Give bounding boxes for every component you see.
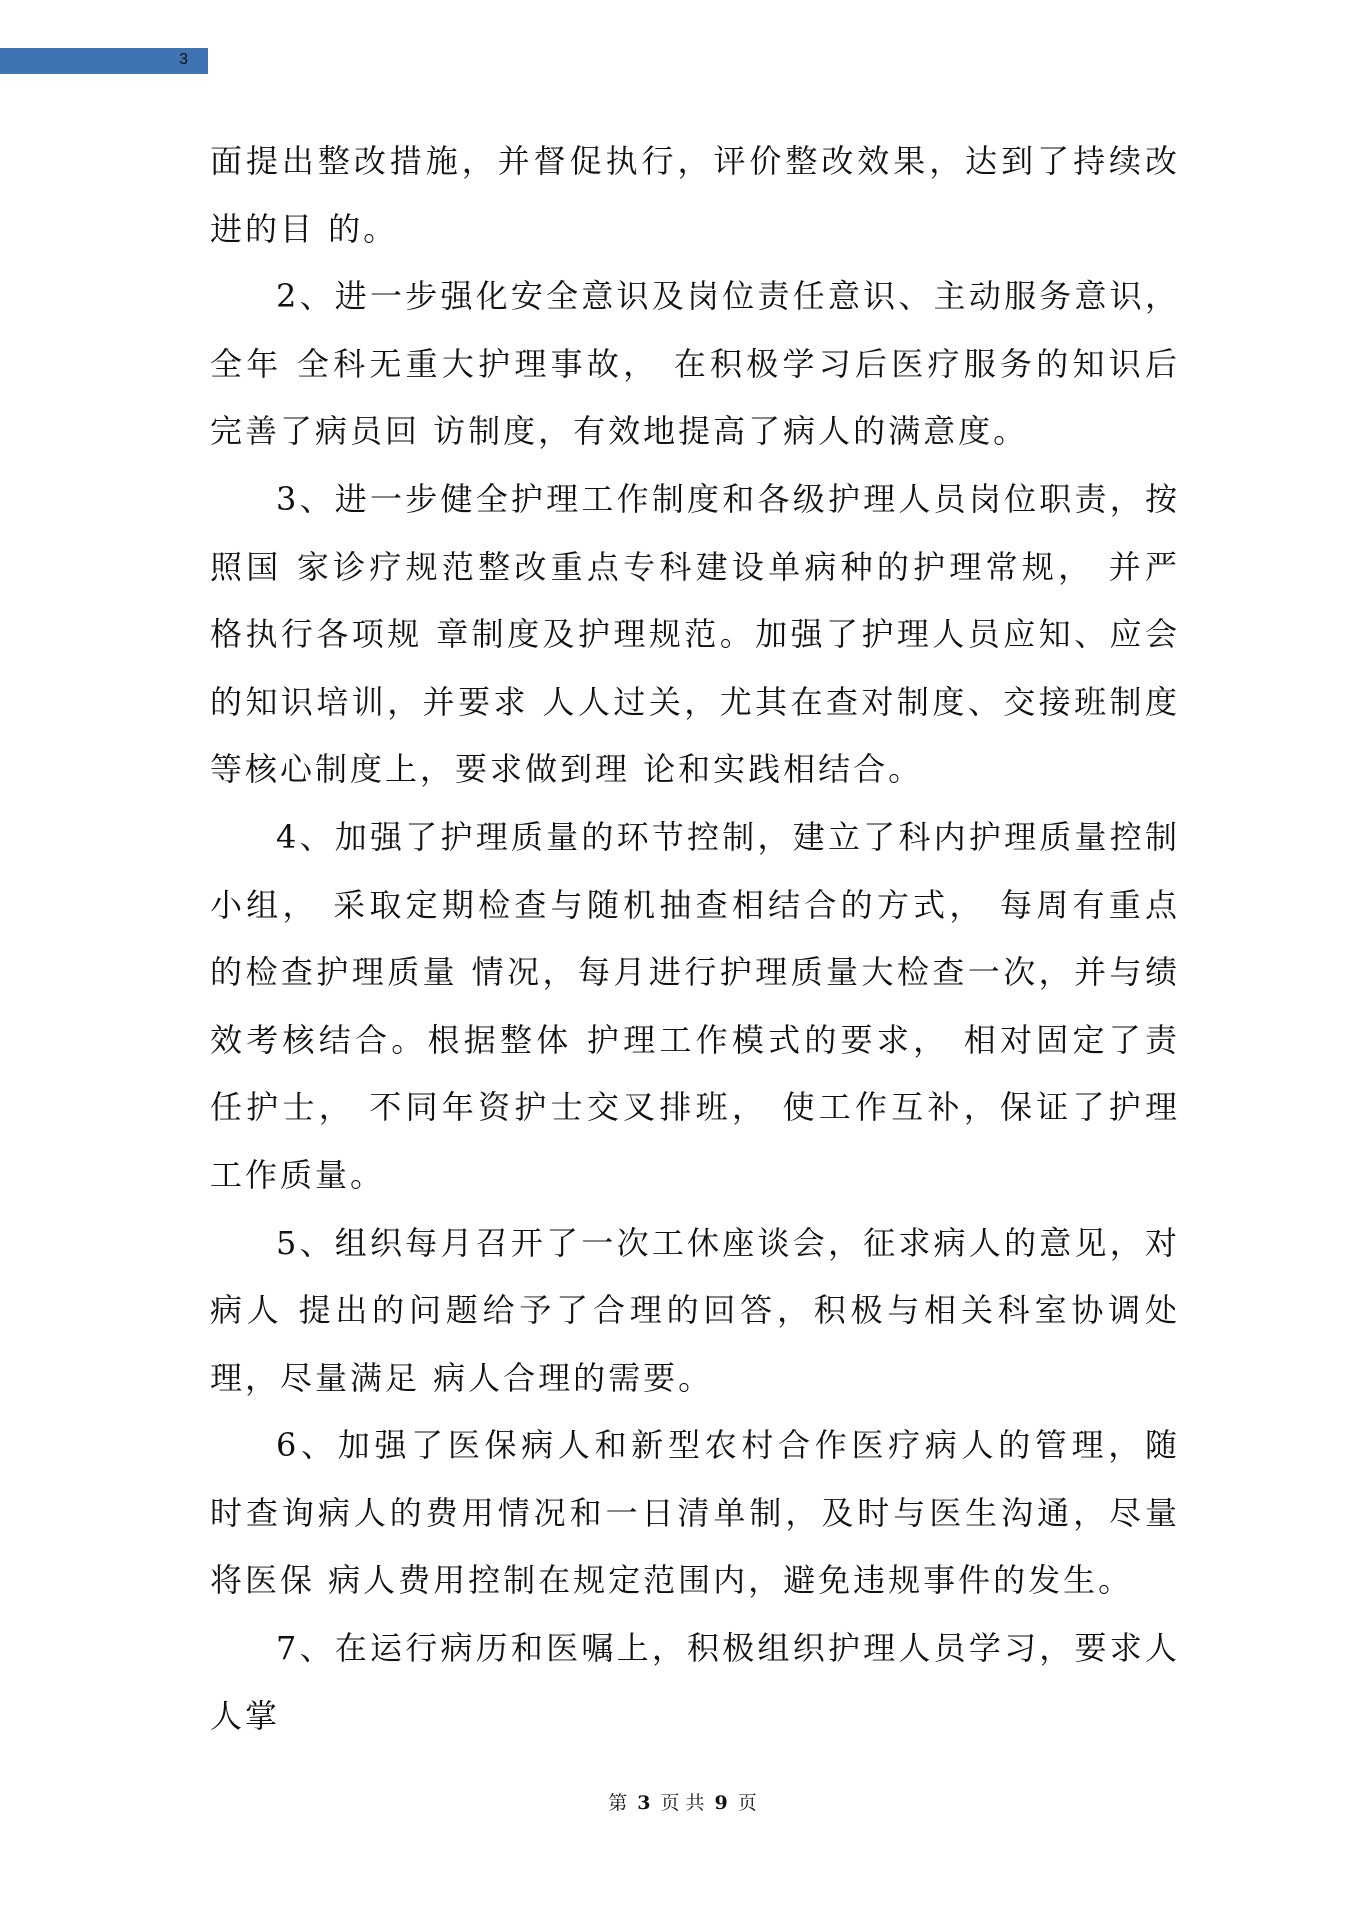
document-body <box>210 128 1180 1750</box>
paragraph-item-2: 2、进一步强化安全意识及岗位责任意识、主动服务意识，全年 全科无重大护理事故， 在积极学习后医疗服务的知识后完善了病员回 访制度，有效地提高了病人的满意度。 <box>210 277 1180 451</box>
footer-current-page: 3 <box>637 1792 651 1814</box>
paragraph-item-7: 7、在运行病历和医嘱上，积极组织护理人员学习，要求人人掌 <box>210 1629 1180 1735</box>
page-tab-number: 3 <box>179 51 188 68</box>
page-number-tab <box>0 48 208 74</box>
paragraph-item-5: 5、组织每月召开了一次工休座谈会，征求病人的意见，对病人 提出的问题给予了合理的回答，积极与相关科室协调处理，尽量满足 病人合理的需要。 <box>210 1223 1180 1397</box>
paragraph-continuation: 面提出整改措施，并督促执行，评价整改效果，达到了持续改进的目 的。 <box>210 142 1180 248</box>
paragraph-item-4: 4、加强了护理质量的环节控制，建立了科内护理质量控制小组， 采取定期检查与随机抽查相结合的方式， 每周有重点的检查护理质量 情况，每月进行护理质量大检查一次，并与绩效考核结合。根据整体 护理工作模式的要求， 相对固定了责任护士， 不同年资护士交叉排班， 使工作互补，保证了护理工作质量。 <box>210 817 1180 1194</box>
footer-suffix: 页 <box>737 1792 757 1814</box>
page-footer <box>0 1788 1365 1815</box>
footer-total-pages: 9 <box>714 1792 728 1814</box>
paragraph-item-3: 3、进一步健全护理工作制度和各级护理人员岗位职责，按照国 家诊疗规范整改重点专科建设单病种的护理常规， 并严格执行各项规 章制度及护理规范。加强了护理人员应知、应会的知识培训，并要求 人人过关，尤其在查对制度、交接班制度等核心制度上，要求做到理 论和实践相结合。 <box>210 479 1180 789</box>
footer-prefix: 第 <box>608 1792 628 1814</box>
paragraph-item-6: 6、加强了医保病人和新型农村合作医疗病人的管理，随 时查询病人的费用情况和一日清单制，及时与医生沟通，尽量将医保 病人费用控制在规定范围内，避免违规事件的发生。 <box>210 1426 1180 1600</box>
footer-middle: 页 共 <box>660 1792 705 1814</box>
